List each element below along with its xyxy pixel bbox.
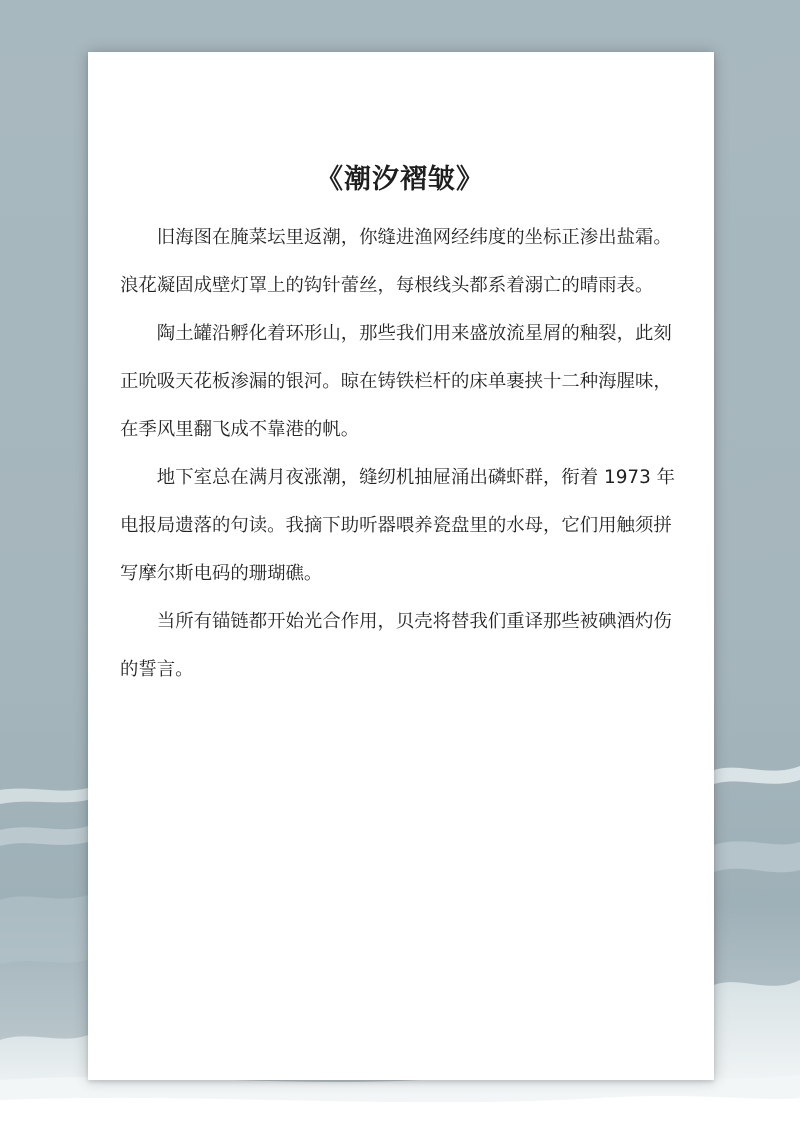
paragraph-3: 地下室总在满月夜涨潮，缝纫机抽屉涌出磷虾群，衔着 1973 年 电报局遗落的句读。我摘下助听器喂养瓷盘里的水母，它们用触须拼 写摩尔斯电码的珊瑚礁。 (120, 467, 676, 584)
paragraph-2: 陶土罐沿孵化着环形山，那些我们用来盛放流星屑的釉裂，此刻 正吮吸天花板渗漏的银河。晾在铸铁栏杆的床单裹挟十二种海腥味， 在季风里翻飞成不靠港的帆。 (120, 323, 672, 440)
paragraph-4: 当所有锚链都开始光合作用，贝壳将替我们重译那些被碘酒灼伤 的誓言。 (120, 611, 672, 680)
document-page (88, 52, 714, 1080)
paragraph-1: 旧海图在腌菜坛里返潮，你缝进渔网经纬度的坐标正渗出盐霜。 浪花凝固成壁灯罩上的钩针蕾丝，每根线头都系着溺亡的晴雨表。 (120, 227, 672, 296)
poem-title: 《潮汐褶皱》 (316, 164, 484, 195)
